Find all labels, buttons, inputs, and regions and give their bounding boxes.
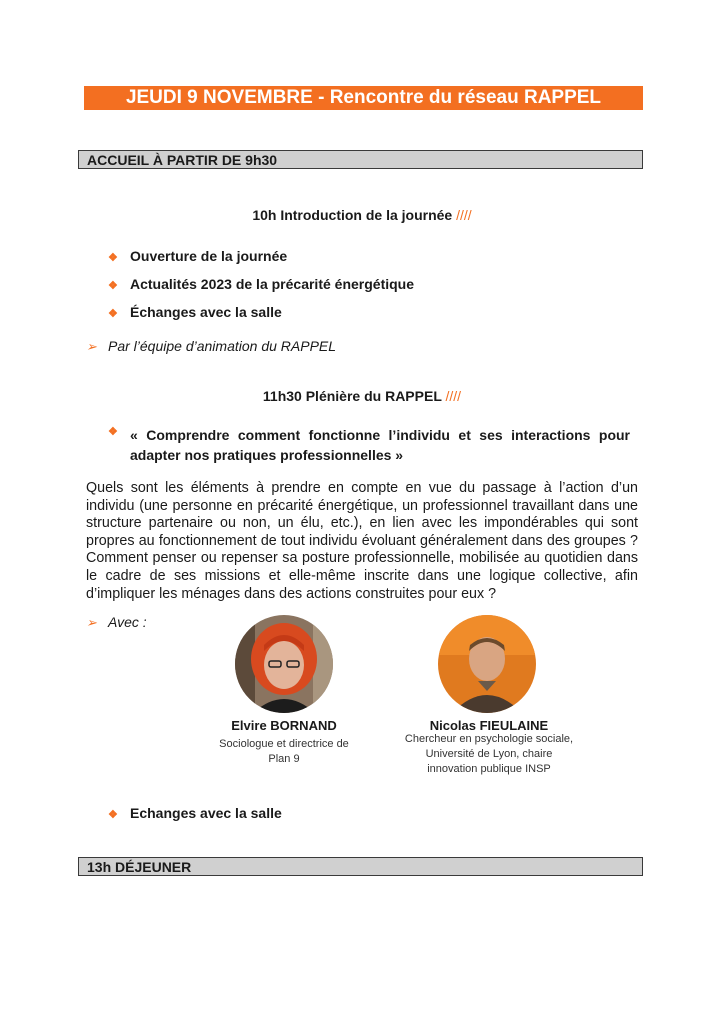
accueil-bar: ACCUEIL À PARTIR DE 9h30 xyxy=(78,150,643,169)
role-line: Chercheur en psychologie sociale, xyxy=(404,733,574,745)
diamond-bullet-icon: ❖ xyxy=(108,252,118,264)
role-line: Plan 9 xyxy=(268,753,300,765)
diamond-bullet-icon: ❖ xyxy=(108,308,118,320)
intro-slashes: //// xyxy=(456,207,472,223)
diamond-bullet-icon: ❖ xyxy=(108,426,118,438)
intro-by xyxy=(86,338,336,355)
role-line: Sociologue et directrice de xyxy=(219,738,349,750)
intro-heading-text: 10h Introduction de la journée xyxy=(252,207,453,223)
quote-line-1: « Comprendre comment fonctionne l’individu et ses interactions pour xyxy=(130,427,630,443)
list-item xyxy=(108,304,282,320)
pleniere-heading-text: 11h30 Plénière du RAPPEL xyxy=(262,388,442,404)
speaker-name-elvire: Elvire BORNAND xyxy=(231,718,337,733)
speaker-name-nicolas: Nicolas FIEULAINE xyxy=(429,718,549,733)
list-item-text: Ouverture de la journée xyxy=(130,248,288,264)
quote-line-2: adapter nos pratiques professionnelles » xyxy=(130,447,404,463)
arrow-bullet-icon: ➢ xyxy=(86,615,97,630)
list-item-text: Actualités 2023 de la précarité énergétique xyxy=(130,276,415,292)
diamond-bullet-icon: ❖ xyxy=(108,809,118,821)
list-item xyxy=(108,805,282,821)
speaker-photo-elvire xyxy=(235,615,333,713)
event-banner: JEUDI 9 NOVEMBRE - Rencontre du réseau RAPPEL xyxy=(84,86,643,110)
pleniere-heading xyxy=(0,388,724,404)
list-item xyxy=(108,276,414,292)
pleniere-paragraph: Quels sont les éléments à prendre en compte en vue du passage à l’action d’un individu (une personne en précarité énergétique, un professionnel travaillant dans une structure partenaire ou non, un élu, etc.), en lien avec les impondérables qui sont propres au fonctionnement de tout individu évoluant généralement dans des groupes ? Comment penser ou repenser sa posture professionnelle, mobilisée au quotidien dans le cadre de ses missions et elle-même inscrite dans une logique collective, afin d’impliquer les ménages dans des actions construites pour eux ? xyxy=(86,480,638,602)
diamond-bullet-icon: ❖ xyxy=(108,280,118,292)
intro-by-text: Par l’équipe d’animation du RAPPEL xyxy=(108,338,337,354)
dejeuner-bar: 13h DÉJEUNER xyxy=(78,857,643,876)
portrait-nicolas-icon xyxy=(438,615,536,713)
arrow-bullet-icon: ➢ xyxy=(86,339,97,354)
quote-item xyxy=(108,425,630,465)
list-item-text: Échanges avec la salle xyxy=(130,304,282,320)
speaker-photo-nicolas xyxy=(438,615,536,713)
intro-heading xyxy=(0,207,724,223)
speaker-role-nicolas xyxy=(395,732,583,777)
avec-text: Avec : xyxy=(108,614,147,630)
role-line: innovation publique INSP xyxy=(427,763,551,775)
avec-label xyxy=(86,614,147,631)
pleniere-slashes: //// xyxy=(445,388,462,404)
list-item-text: Echanges avec la salle xyxy=(130,805,282,821)
speaker-role-elvire xyxy=(196,737,372,767)
portrait-elvire-icon xyxy=(235,615,333,713)
role-line: Université de Lyon, chaire xyxy=(425,748,553,760)
list-item xyxy=(108,248,287,264)
